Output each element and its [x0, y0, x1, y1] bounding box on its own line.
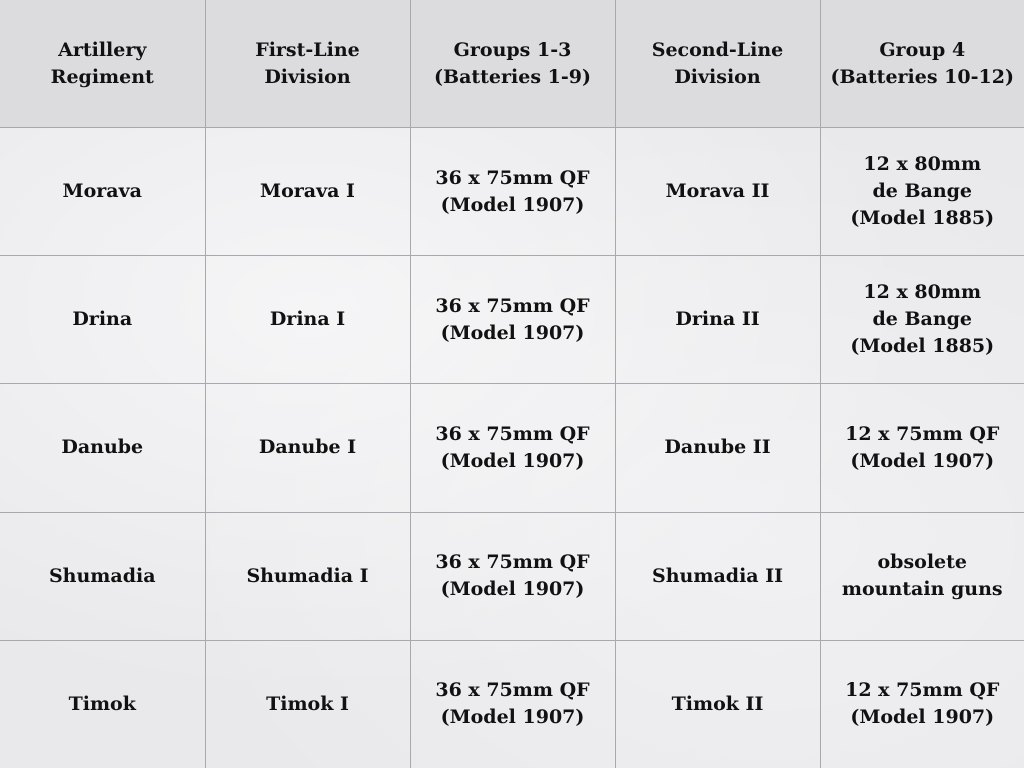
header-group-4: Group 4 (Batteries 10-12) [820, 0, 1024, 128]
table-row [0, 512, 1024, 640]
cell-first-line: Drina I [205, 256, 410, 384]
cell-second-line: Shumadia II [615, 512, 820, 640]
header-groups-1-3: Groups 1-3 (Batteries 1-9) [410, 0, 615, 128]
cell-regiment: Shumadia [0, 512, 205, 640]
cell-groups-1-3: 36 x 75mm QF (Model 1907) [410, 640, 615, 768]
cell-regiment: Danube [0, 384, 205, 512]
cell-group-4: 12 x 75mm QF (Model 1907) [820, 384, 1024, 512]
table-row [0, 384, 1024, 512]
cell-second-line: Drina II [615, 256, 820, 384]
table-row [0, 128, 1024, 256]
cell-group-4: obsolete mountain guns [820, 512, 1024, 640]
cell-second-line: Morava II [615, 128, 820, 256]
cell-second-line: Timok II [615, 640, 820, 768]
cell-regiment: Morava [0, 128, 205, 256]
header-second-line-division: Second-Line Division [615, 0, 820, 128]
cell-regiment: Drina [0, 256, 205, 384]
cell-regiment: Timok [0, 640, 205, 768]
cell-group-4: 12 x 80mm de Bange (Model 1885) [820, 128, 1024, 256]
cell-first-line: Shumadia I [205, 512, 410, 640]
table-row [0, 256, 1024, 384]
cell-groups-1-3: 36 x 75mm QF (Model 1907) [410, 256, 615, 384]
header-row [0, 0, 1024, 128]
cell-groups-1-3: 36 x 75mm QF (Model 1907) [410, 128, 615, 256]
table-row [0, 640, 1024, 768]
cell-second-line: Danube II [615, 384, 820, 512]
cell-first-line: Danube I [205, 384, 410, 512]
cell-first-line: Timok I [205, 640, 410, 768]
cell-groups-1-3: 36 x 75mm QF (Model 1907) [410, 384, 615, 512]
cell-groups-1-3: 36 x 75mm QF (Model 1907) [410, 512, 615, 640]
cell-group-4: 12 x 75mm QF (Model 1907) [820, 640, 1024, 768]
header-artillery-regiment: Artillery Regiment [0, 0, 205, 128]
cell-group-4: 12 x 80mm de Bange (Model 1885) [820, 256, 1024, 384]
header-first-line-division: First-Line Division [205, 0, 410, 128]
cell-first-line: Morava I [205, 128, 410, 256]
